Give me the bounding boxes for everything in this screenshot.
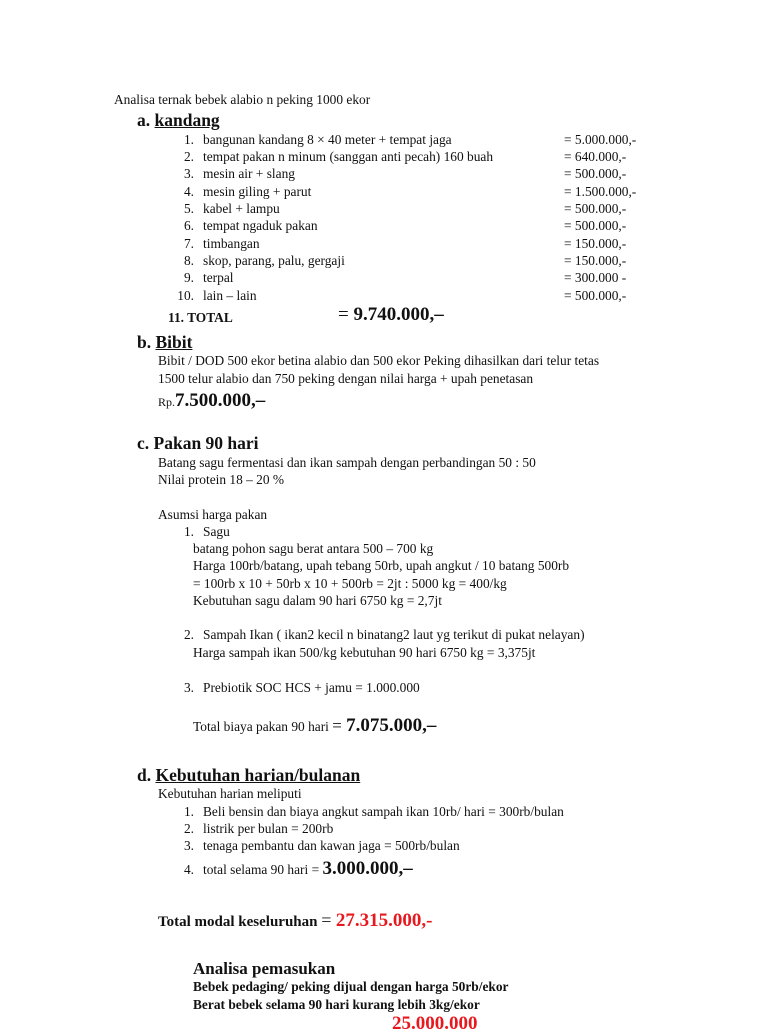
list-number: 8.	[183, 253, 194, 268]
section-b-heading	[137, 332, 192, 353]
total-modal	[158, 910, 432, 932]
section-d-item-4-value: 3.000.000,–	[322, 858, 413, 879]
section-b-line-2: 1500 telur alabio dan 750 peking dengan nilai harga + upah penetasan	[158, 371, 534, 386]
section-b-value: 7.500.000,–	[175, 390, 266, 411]
total-modal-label: Total modal keseluruhan	[158, 914, 322, 930]
list-item-price: = 1.500.000,-	[564, 184, 637, 199]
pemasukan-partial-value: 25.000.000	[392, 1013, 478, 1034]
list-item	[168, 166, 627, 182]
list-item-text: listrik per bulan = 200rb	[203, 821, 334, 836]
list-item	[168, 132, 637, 148]
section-a-total-value: 9.740.000,–	[353, 304, 444, 325]
section-c-heading	[137, 433, 259, 454]
section-a-total-eq: =	[338, 304, 354, 325]
list-item-text: tenaga pembantu dan kawan jaga = 500rb/bulan	[203, 838, 460, 853]
section-b-rp: Rp.	[158, 395, 176, 409]
list-item	[168, 184, 637, 200]
list-item-price: = 500.000,-	[564, 166, 627, 181]
section-c-total-value: 7.075.000,–	[346, 715, 437, 736]
list-item-price: = 5.000.000,-	[564, 132, 637, 147]
section-c-item-3	[168, 680, 420, 696]
pemasukan-line-1: Bebek pedaging/ peking dijual dengan harga 50rb/ekor	[193, 979, 509, 994]
list-item	[168, 288, 627, 304]
list-item-price: = 150.000,-	[564, 253, 627, 268]
section-d-letter: d.	[137, 765, 152, 785]
list-item	[168, 821, 333, 837]
list-item-text: timbangan	[203, 236, 260, 251]
list-number: 7.	[183, 236, 194, 251]
list-number: 1.	[183, 524, 194, 539]
section-c-total-eq: =	[332, 716, 347, 735]
section-b-line-1: Bibit / DOD 500 ekor betina alabio dan 500 ekor Peking dihasilkan dari telur tetas	[158, 353, 600, 368]
section-a-title: kandang	[154, 110, 220, 130]
section-c-item-1-line-3: = 100rb x 10 + 50rb x 10 + 500rb = 2jt : 5000 kg = 400/kg	[193, 576, 507, 591]
pemasukan-title: Analisa pemasukan	[193, 959, 336, 978]
list-number: 2.	[183, 627, 194, 642]
section-c-total	[193, 715, 436, 737]
section-c-item-1-line-4: Kebutuhan sagu dalam 90 hari 6750 kg = 2,7jt	[193, 593, 442, 608]
section-c-item-1	[168, 524, 230, 540]
list-item-text: bangunan kandang 8 × 40 meter + tempat jaga	[203, 132, 452, 147]
list-item-price: = 300.000 -	[564, 270, 627, 285]
list-item-text: skop, parang, palu, gergaji	[203, 253, 345, 268]
list-item	[168, 236, 627, 252]
section-c-item-1-line-1: batang pohon sagu berat antara 500 – 700 kg	[193, 541, 434, 556]
list-item-text: Beli bensin dan biaya angkut sampah ikan 10rb/ hari = 300rb/bulan	[203, 804, 564, 819]
section-d-intro: Kebutuhan harian meliputi	[158, 786, 302, 801]
section-b-title: Bibit	[155, 332, 193, 352]
section-c-item-2-line-1: Sampah Ikan ( ikan2 kecil n binatang2 laut yg terikut di pukat nelayan)	[203, 627, 585, 642]
list-number: 5.	[183, 201, 194, 216]
section-a-letter: a.	[137, 110, 151, 130]
section-a-total	[168, 309, 233, 327]
list-number: 6.	[183, 218, 194, 233]
list-number: 9.	[183, 270, 194, 285]
list-item	[168, 838, 460, 854]
section-c-letter: c.	[137, 433, 150, 453]
total-modal-value: 27.315.000,-	[335, 910, 433, 931]
list-item	[168, 270, 627, 286]
list-item-price: = 500.000,-	[564, 201, 627, 216]
section-c-item-1-title: Sagu	[203, 524, 230, 539]
section-a-total-amount	[338, 304, 444, 326]
list-item-price: = 500.000,-	[564, 288, 627, 303]
list-number: 3.	[183, 166, 194, 181]
section-b-letter: b.	[137, 332, 152, 352]
list-item-text: kabel + lampu	[203, 201, 280, 216]
list-item	[168, 218, 627, 234]
section-c-title: Pakan 90 hari	[153, 433, 259, 453]
section-c-line-2: Nilai protein 18 – 20 %	[158, 472, 285, 487]
list-item-text: mesin giling + parut	[203, 184, 312, 199]
list-item	[168, 253, 627, 269]
section-c-total-label: Total biaya pakan 90 hari	[193, 719, 333, 734]
list-item	[168, 804, 564, 820]
list-item-price: = 500.000,-	[564, 218, 627, 233]
list-number: 4.	[183, 184, 194, 199]
list-number: 3.	[183, 838, 194, 853]
section-c-item-2	[168, 627, 585, 643]
list-item-text: mesin air + slang	[203, 166, 295, 181]
list-number: 10.	[177, 288, 194, 303]
list-number: 1.	[183, 132, 194, 147]
list-item-price: = 150.000,-	[564, 236, 627, 251]
list-item	[168, 149, 627, 165]
section-c-line-1: Batang sagu fermentasi dan ikan sampah dengan perbandingan 50 : 50	[158, 455, 536, 470]
list-item-text: lain – lain	[203, 288, 257, 303]
section-d-heading	[137, 765, 360, 786]
list-number: 2.	[183, 821, 194, 836]
section-c-asumsi: Asumsi harga pakan	[158, 507, 268, 522]
section-c-item-3-line-1: Prebiotik SOC HCS + jamu = 1.000.000	[203, 680, 420, 695]
section-c-item-2-line-2: Harga sampah ikan 500/kg kebutuhan 90 hari 6750 kg = 3,375jt	[193, 645, 536, 660]
section-d-item-4-label: total selama 90 hari =	[203, 862, 323, 877]
list-number: 2.	[183, 149, 194, 164]
list-item-text: tempat ngaduk pakan	[203, 218, 318, 233]
list-item-price: = 640.000,-	[564, 149, 627, 164]
section-d-title: Kebutuhan harian/bulanan	[155, 765, 361, 785]
total-modal-eq: =	[321, 910, 336, 930]
list-item-text: terpal	[203, 270, 234, 285]
section-d-item-4	[168, 858, 413, 880]
section-a-total-label: 11. TOTAL	[168, 310, 233, 325]
section-b-price	[158, 390, 265, 412]
section-a-heading	[137, 110, 220, 131]
list-number: 4.	[183, 862, 194, 877]
list-item	[168, 201, 627, 217]
list-item-text: tempat pakan n minum (sanggan anti pecah) 160 buah	[203, 149, 494, 164]
document-title: Analisa ternak bebek alabio n peking 1000 ekor	[114, 92, 371, 107]
list-number: 1.	[183, 804, 194, 819]
list-number: 3.	[183, 680, 194, 695]
section-c-item-1-line-2: Harga 100rb/batang, upah tebang 50rb, upah angkut / 10 batang 500rb	[193, 558, 570, 573]
pemasukan-line-2: Berat bebek selama 90 hari kurang lebih 3kg/ekor	[193, 997, 480, 1012]
